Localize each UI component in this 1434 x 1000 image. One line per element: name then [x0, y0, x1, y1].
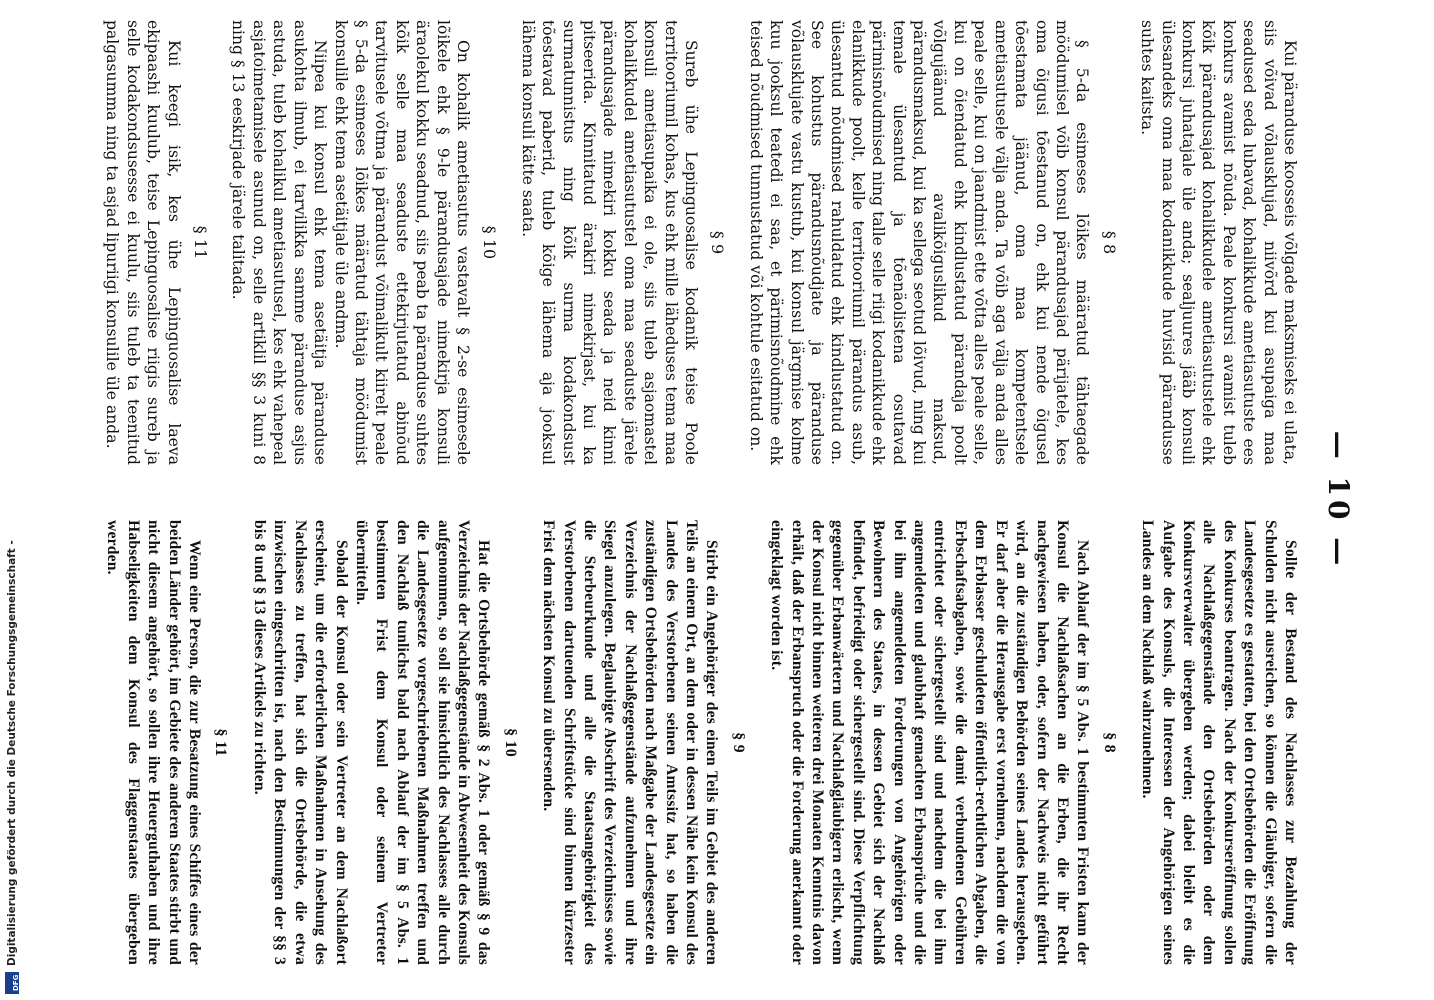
ger-paragraph-10b: Sobald der Konsul oder sein Vertreter an dem Nachlaßort erscheint, um die erforderlichen Maßnahmen in Ansehung des Nachlasses zu treffen, hat sich die Ortsbehörde, die etwa inzwischen eingeschritten ist, nach den Bestimmungen der §§ 3 bis 8 und § 13 dieses Artikels zu richten.: [250, 520, 350, 965]
est-heading-10: § 10: [480, 225, 500, 260]
ger-heading-9: § 9: [729, 732, 747, 753]
est-paragraph-9: Sureb ühe Lepinguosalise kodanik teise Poole territooriumil kohas, kus ehk mille läheduses tema maa konsuli ametiasupaika ei ole, siis tuleb asjaomastel kohalikkudel ametiasutustel oma maa seaduste järele pärandusajade nimekiri kokku seada ja neid kinni pitseerida. Kinnitatud ärakiri nimekirjast, kui ka surmatunnistus ning kõik surma kodakondsust tõestavad paberid, tuleb kõige lähema aja jooksul lähema konsuli kätte saata.: [518, 20, 701, 465]
ger-paragraph-10a: Hat die Ortsbehörde gemäß § 2 Abs. 1 oder gemäß § 9 das Verzeichnis der Nachlaßgegenstände in Abwesenheit des Konsuls aufgenommen, so soll sie hinsichtlich des Nachlasses alle durch die Landesgesetze vorgeschriebenen Maßnahmen treffen und den Nachlaß tunlichst bald nach Ablauf der im § 5 Abs. 1 bestimmten Frist dem Konsul oder seinem Vertreter übermitteln.: [352, 520, 493, 965]
ger-paragraph-9: Stirbt ein Angehöriger des einen Teils im Gebiet des anderen Teils an einem Ort, an dem oder in dessen Nähe kein Konsul des Landes des Verstorbenen seinen Amtssitz hat, so haben die zuständigen Ortsbehörden nach Maßgabe der Landesgesetze ein Verzeichnis der Nachlaßgegenstände aufzunehmen und ihre Siegel anzulegen. Beglaubigte Abschrift des Verzeichnisses sowie die Sterbeurkunde und alle die Staatsangehörigkeit des Verstorbenen dartuenden Schriftstücke sind binnen kürzester Frist dem nächsten Konsul zu übersenden.: [540, 520, 721, 965]
est-paragraph-10a: On kohalik ametiasutus vastavalt § 2-se esimesele lõikele ehk § 9-le pärandusajade nimekirja konsuli äraolekul kokku seadnud, siis peab ta päranduse suhtes kõik selle maa seaduste ettekirjutatud abinõud tarvitusele võtma ja pärandust võimalikult kiirelt peale § 5-da esimeses lõikes määratud tähtaja möödumist konsulile ehk tema asetäitjale üle andma.: [331, 20, 472, 465]
ger-heading-8: § 8: [1100, 732, 1118, 753]
estonian-column: [102, 20, 1300, 465]
dfg-side-text: Digitalisierung gefördert durch die Deutsche Forschungsgemeinschaft -: [6, 540, 18, 966]
ger-heading-11: § 11: [212, 728, 230, 757]
est-heading-11: § 11: [191, 225, 211, 260]
est-heading-9: § 9: [708, 230, 728, 255]
ger-paragraph-11: Wenn eine Person, die zur Besatzung eines Schiffes eines der beiden Länder gehört, im Gebiete des anderen Staates stirbt und nicht diesem angehört, so sollen ihre Heuerguthaben und ihre Habseligkeiten dem Konsul des Flaggenstaates übergeben werden.: [104, 520, 204, 965]
german-column: [102, 520, 1300, 965]
ger-paragraph-8: Nach Ablauf der im § 5 Abs. 1 bestimmten Fristen kann der Konsul die Nachlaßsachen an die Erben, die ihr Recht nachgewiesen haben, oder, sofern der Nachweis nicht geführt wird, an die zuständigen Behörden seines Landes herausgeben. Er darf aber die Herausgabe erst vornehmen, nachdem die von dem Erblasser geschuldeten öffentlich-rechtlichen Abgaben, die Erbschaftsabgaben, sowie die damit verbundenen Gebühren entrichtet oder sichergestellt sind und nachdem die bei ihm angemeldeten und glaubhaft gemachten Erbansprüche und die bei ihm angemeldeten Forderungen von Angehörigen oder Bewohnern des Staates, in dessen Gebiet sich der Nachlaß befindet, befriedigt oder sichergestellt sind. Diese Verpflichtung gegenüber Erbanwärtern und Nachlaßgläubigern erlischt, wenn der Konsul nicht binnen weiteren drei Monaten Kenntnis davon erhält, daß der Erbanspruch oder die Forderung anerkannt oder eingeklagt worden ist.: [768, 520, 1092, 965]
est-paragraph-11: Kui keegi isik, kes ühe Lepinguosalise laeva ekipaashi kuulub, teise Lepinguosalise riigis sureb ja selle kodakondsusesse ei kuulu, siis tuleb ta teenitud palgasumma ning ta asjad lipuriigi konsulile üle anda.: [103, 20, 183, 465]
est-paragraph-8: § 5-da esimeses lõikes määratud tähtaegade möödumisel võib konsul pärandusajad pärijatele, kes oma õigusi tõestanud on, ehk kui nende õigusel tõestamata jäänud, oma maa kompetentsele ametiasutusele välja anda. Ta võib aga välja anda alles peale selle, kui on jaandmist ette võtta alles peale selle, kui on õiendatud ehk kindlustatud pärandaja poolt võlgujäänud avalikõiguslikud maksud, pärandusmaksud, kui ka sellega seotud lõivud, ning kui temale ülesantud ja tõenäolistena osutavad pärimisnõudmised ning talle selle riigi kodanikkude ehk elanikkude poolt, kelle territooriumil pärandus asub, ülesantud nõudmised rahuldatud ehk kindlustatud on. See kohustus pärandusnõudjate ja päranduse võlausklujate vastu kustub, kui konsul järgmise kolme kuu jooksul teatedi ei saa, et pärimisnõudmine ehk teised nõudmised tunnustatud või kohtule esitatud on.: [746, 20, 1092, 465]
est-paragraph-10b: Niipea kui konsul ehk tema asetäitja päranduse asukohta ilmub, ei tarvilikka samme päranduse asjus astuda, tuleb kohalikul ametiasutusel, kes ehk vahepeal asjatoimetamisele asunud on, selle artiklil §§ 3 kuni 8 ning § 13 eeskirjade järele talitada.: [229, 20, 330, 465]
page-number: — 10 —: [1322, 430, 1355, 570]
dfg-logo-icon: DFG: [5, 972, 19, 994]
est-heading-8: § 8: [1099, 230, 1119, 255]
ger-heading-10: § 10: [501, 728, 519, 757]
est-intro-paragraph: Kui päranduse koosseis võlgade maksmiseks ei ulata, siis võivad võlausklujad, niivõrd kui asupaiga maa seadused seda lubavad, kohalikkude ametiasutuste ees konkurs avamist nõuda. Peale konkursi avamist tuleb kõik pärandusajad kohalikkudele ametiasutustele ehk konkursi juhatajale üle anda; sealjuures jääb konsuli ülesandeks oma maa kodanikkude huvisid pärandusse suhtes kaitsta.: [1138, 20, 1299, 465]
ger-intro-paragraph: Sollte der Bestand des Nachlasses zur Bezahlung der Schulden nicht ausreichen, so können die Gläubiger, sofern die Landesgesetze es gestatten, bei den Ortsbehörden die Eröffnung des Konkurses beantragen. Nach der Konkurseröffnung sollen alle Nachlaßgegenstände den Ortsbehörden oder dem Konkursverwalter übergeben werden; dabei bleibt es die Aufgabe des Konsuls, die Interessen der Angehörigen seines Landes an dem Nachlaß wahrzunehmen.: [1139, 520, 1299, 965]
